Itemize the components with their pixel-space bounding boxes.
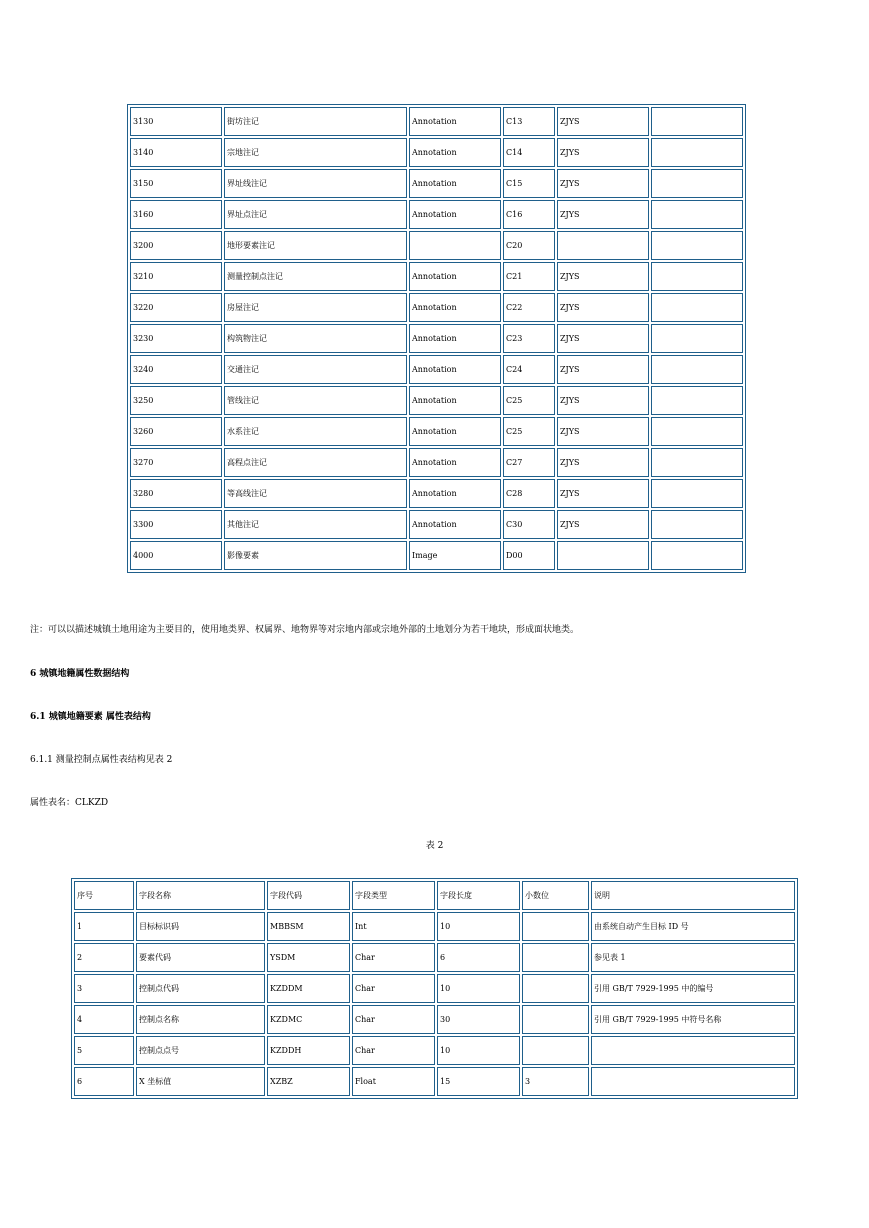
table-cell: ZJYS [557, 169, 649, 198]
table-cell [651, 324, 743, 353]
table-caption: 表 2 [425, 841, 444, 851]
table-cell: 字段类型 [352, 881, 435, 910]
table-cell: Char [352, 943, 435, 972]
table-cell: 3140 [130, 138, 222, 167]
table-cell [591, 1067, 795, 1096]
table-row [130, 448, 743, 477]
table-row [74, 912, 795, 941]
table-cell: XZBZ [267, 1067, 350, 1096]
table-row [130, 541, 743, 570]
table-cell: 10 [437, 912, 520, 941]
table-row [130, 293, 743, 322]
table-note: 注：可以以描述城镇土地用途为主要目的，使用地类界、权属界、地物界等对宗地内部或宗地外部的土地划分为若干地块，形成面状地类。 [30, 625, 580, 635]
table-cell: ZJYS [557, 386, 649, 415]
table-cell: C28 [503, 479, 555, 508]
table-cell: MBBSM [267, 912, 350, 941]
table-cell: 控制点名称 [136, 1005, 265, 1034]
table-cell: Annotation [409, 510, 501, 539]
table-cell: ZJYS [557, 262, 649, 291]
section-heading-6: 6 城镇地籍属性数据结构 [30, 669, 130, 679]
table-cell: 管线注记 [224, 386, 407, 415]
table-row [74, 943, 795, 972]
table-cell: C25 [503, 417, 555, 446]
table-cell: 15 [437, 1067, 520, 1096]
table-cell: 3280 [130, 479, 222, 508]
table-cell: 引用 GB/T 7929-1995 中的编号 [591, 974, 795, 1003]
table-cell: KZDDM [267, 974, 350, 1003]
table-cell: 交通注记 [224, 355, 407, 384]
table-cell: 3 [74, 974, 134, 1003]
table-cell: 引用 GB/T 7929-1995 中符号名称 [591, 1005, 795, 1034]
table-cell [651, 510, 743, 539]
table-cell: ZJYS [557, 355, 649, 384]
table-cell: 3200 [130, 231, 222, 260]
table-cell: Annotation [409, 293, 501, 322]
feature-code-table [127, 104, 746, 573]
table-cell: 由系统自动产生目标 ID 号 [591, 912, 795, 941]
table-cell [557, 231, 649, 260]
table-cell: ZJYS [557, 138, 649, 167]
table-cell: 3240 [130, 355, 222, 384]
attribute-table-name: 属性表名：CLKZD [30, 798, 109, 808]
table-cell: 界址线注记 [224, 169, 407, 198]
table-cell: Int [352, 912, 435, 941]
table-cell: Annotation [409, 324, 501, 353]
table-cell: 3300 [130, 510, 222, 539]
table-cell: Float [352, 1067, 435, 1096]
table-cell [409, 231, 501, 260]
table-cell: 3270 [130, 448, 222, 477]
table-cell: C20 [503, 231, 555, 260]
table-cell: 说明 [591, 881, 795, 910]
table-cell: 2 [74, 943, 134, 972]
table-cell: 参见表 1 [591, 943, 795, 972]
table-cell [651, 200, 743, 229]
table-cell: D00 [503, 541, 555, 570]
table-row [130, 262, 743, 291]
table-cell: 等高线注记 [224, 479, 407, 508]
table-row [130, 324, 743, 353]
table-cell: 3260 [130, 417, 222, 446]
table-cell [591, 1036, 795, 1065]
paragraph-6-1-1: 6.1.1 测量控制点属性表结构见表 2 [30, 755, 173, 765]
table-cell: 序号 [74, 881, 134, 910]
table-cell: Annotation [409, 107, 501, 136]
table-cell: 控制点代码 [136, 974, 265, 1003]
table-cell: 小数位 [522, 881, 589, 910]
table-cell: Annotation [409, 262, 501, 291]
table-row [74, 1067, 795, 1096]
table-cell: C14 [503, 138, 555, 167]
table-cell: 3220 [130, 293, 222, 322]
table-cell [651, 479, 743, 508]
table-cell: 4 [74, 1005, 134, 1034]
table-row [74, 1005, 795, 1034]
control-point-attribute-table [71, 878, 798, 1099]
table-cell: 3160 [130, 200, 222, 229]
table-cell [651, 169, 743, 198]
table-row [130, 138, 743, 167]
table-cell [522, 912, 589, 941]
table-cell: YSDM [267, 943, 350, 972]
table-cell: ZJYS [557, 417, 649, 446]
table-cell: ZJYS [557, 448, 649, 477]
table-cell: ZJYS [557, 200, 649, 229]
table-cell: 影像要素 [224, 541, 407, 570]
table-cell: 控制点点号 [136, 1036, 265, 1065]
table-cell: 宗地注记 [224, 138, 407, 167]
table-cell: 地形要素注记 [224, 231, 407, 260]
table-cell [651, 386, 743, 415]
table-row [74, 1036, 795, 1065]
table-cell: Char [352, 1005, 435, 1034]
table-row [130, 107, 743, 136]
table-cell [651, 231, 743, 260]
table-row [130, 231, 743, 260]
table-cell: KZDDH [267, 1036, 350, 1065]
table-cell: Annotation [409, 448, 501, 477]
table-cell: Annotation [409, 169, 501, 198]
table-cell: 3230 [130, 324, 222, 353]
table-cell: ZJYS [557, 293, 649, 322]
table-cell: 构筑物注记 [224, 324, 407, 353]
table-cell [651, 448, 743, 477]
table-cell: Char [352, 974, 435, 1003]
table-cell [651, 293, 743, 322]
table-cell: 3 [522, 1067, 589, 1096]
table-cell: Annotation [409, 200, 501, 229]
table-cell: Char [352, 1036, 435, 1065]
table-cell: KZDMC [267, 1005, 350, 1034]
table-cell [651, 541, 743, 570]
table-cell: 30 [437, 1005, 520, 1034]
table-cell: 6 [74, 1067, 134, 1096]
table-cell: C24 [503, 355, 555, 384]
table-cell: 街坊注记 [224, 107, 407, 136]
table-cell: 字段长度 [437, 881, 520, 910]
table-cell: C16 [503, 200, 555, 229]
table-cell: ZJYS [557, 324, 649, 353]
table-cell: C27 [503, 448, 555, 477]
table-cell: X 坐标值 [136, 1067, 265, 1096]
table-cell: 6 [437, 943, 520, 972]
table-cell: 3210 [130, 262, 222, 291]
table-cell: C30 [503, 510, 555, 539]
table-cell [651, 138, 743, 167]
table-cell: Annotation [409, 417, 501, 446]
table-row [130, 479, 743, 508]
table-cell: 水系注记 [224, 417, 407, 446]
table-cell: ZJYS [557, 107, 649, 136]
table-cell: 字段代码 [267, 881, 350, 910]
table-cell: C15 [503, 169, 555, 198]
table-cell: 3250 [130, 386, 222, 415]
table-row [130, 355, 743, 384]
table-cell: Annotation [409, 479, 501, 508]
table-cell [522, 1005, 589, 1034]
table-row [130, 200, 743, 229]
table-cell: 3130 [130, 107, 222, 136]
table-cell [522, 974, 589, 1003]
table-cell [522, 943, 589, 972]
table-cell: 测量控制点注记 [224, 262, 407, 291]
table-cell: 字段名称 [136, 881, 265, 910]
table-cell: 10 [437, 974, 520, 1003]
table-cell: ZJYS [557, 479, 649, 508]
table-cell: C22 [503, 293, 555, 322]
table-cell [651, 107, 743, 136]
table-cell: C23 [503, 324, 555, 353]
table-cell: 5 [74, 1036, 134, 1065]
table-cell [557, 541, 649, 570]
table-cell: ZJYS [557, 510, 649, 539]
table-cell: 界址点注记 [224, 200, 407, 229]
table-cell: 房屋注记 [224, 293, 407, 322]
table-cell: 1 [74, 912, 134, 941]
table-cell: Annotation [409, 386, 501, 415]
table-cell: Annotation [409, 138, 501, 167]
table-cell: 高程点注记 [224, 448, 407, 477]
table-row [130, 386, 743, 415]
table-cell: 目标标识码 [136, 912, 265, 941]
table-cell [522, 1036, 589, 1065]
table-cell: 4000 [130, 541, 222, 570]
table-row [130, 417, 743, 446]
table-cell: Annotation [409, 355, 501, 384]
table-cell [651, 355, 743, 384]
table-cell: 要素代码 [136, 943, 265, 972]
table-cell [651, 262, 743, 291]
table-cell: 10 [437, 1036, 520, 1065]
section-heading-6-1: 6.1 城镇地籍要素 属性表结构 [30, 712, 151, 722]
table-cell [651, 417, 743, 446]
table-cell: C13 [503, 107, 555, 136]
table-header-row [74, 881, 795, 910]
table-cell: Image [409, 541, 501, 570]
table-cell: 3150 [130, 169, 222, 198]
table-cell: C25 [503, 386, 555, 415]
table-row [130, 169, 743, 198]
table-row [74, 974, 795, 1003]
table-cell: C21 [503, 262, 555, 291]
table-cell: 其他注记 [224, 510, 407, 539]
table-row [130, 510, 743, 539]
